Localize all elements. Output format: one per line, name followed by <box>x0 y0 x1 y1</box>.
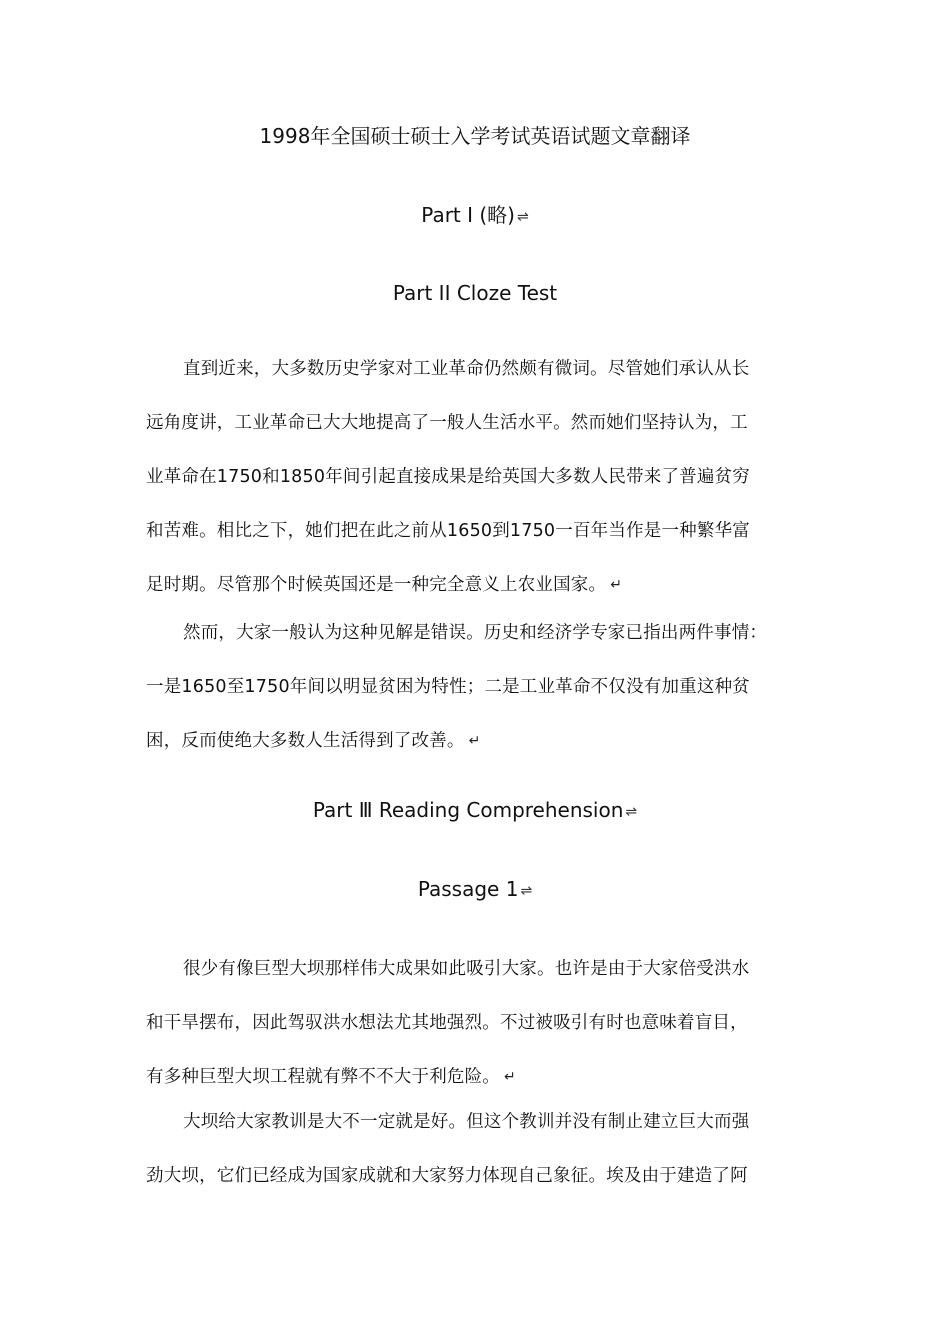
cloze-paragraph-2 <box>146 621 816 783</box>
part2-heading: Part II Cloze Test <box>392 281 558 305</box>
text-line: 足时期。尽管那个时候英国还是一种完全意义上农业国家。 ↵ <box>146 575 623 595</box>
text-line: 有多种巨型大坝工程就有弊不不大于利危险。 ↵ <box>146 1067 516 1087</box>
text-line: 和苦难。相比之下，她们把在此之前从1650到1750一百年当作是一种繁华富 <box>146 521 750 541</box>
text-line: 劲大坝，它们已经成为国家成就和大家努力体现自己象征。埃及由于建造了阿 <box>146 1166 748 1186</box>
text-line: 困，反而使绝大多数人生活得到了改善。 ↵ <box>146 731 481 751</box>
paragraph-end-mark-icon: ↵ <box>610 577 623 593</box>
text-line: 远角度讲，工业革命已大大地提高了一般人生活水平。然而她们坚持认为，工 <box>146 413 748 433</box>
text-line: 大坝给大家教训是大不一定就是好。但这个教训并没有制止建立巨大而强 <box>183 1112 750 1132</box>
text-line: 直到近来，大多数历史学家对工业革命仍然颇有微词。尽管她们承认从长 <box>183 359 750 379</box>
document-title: 1998年全国硕士硕士入学考试英语试题文章翻译 <box>259 124 691 148</box>
passage-paragraph-1 <box>146 957 816 1119</box>
heading-end-mark-icon: ⇌ <box>625 803 638 820</box>
heading-end-mark-icon: ⇌ <box>520 882 533 899</box>
passage-paragraph-2 <box>146 1110 816 1218</box>
text-line: 业革命在1750和1850年间引起直接成果是给英国大多数人民带来了普遍贫穷 <box>146 467 750 487</box>
text-line: 然而，大家一般认为这种见解是错误。历史和经济学专家已指出两件事情： <box>183 623 768 643</box>
passage1-heading: Passage 1 ⇌ <box>417 877 533 901</box>
text-line: 一是1650至1750年间以明显贫困为特性；二是工业革命不仅没有加重这种贫 <box>146 677 750 697</box>
paragraph-end-mark-icon: ↵ <box>504 1069 516 1085</box>
heading-end-mark-icon: ⇌ <box>516 208 529 225</box>
text-line: 很少有像巨型大坝那样伟大成果如此吸引大家。也许是由于大家倍受洪水 <box>183 959 750 979</box>
paragraph-end-mark-icon: ↵ <box>468 733 481 749</box>
part3-heading: Part Ⅲ Reading Comprehension ⇌ <box>312 798 638 822</box>
part1-heading: Part I (略) ⇌ <box>421 203 529 227</box>
cloze-paragraph-1 <box>146 357 816 627</box>
text-line: 和干旱摆布，因此驾驭洪水想法尤其地强烈。不过被吸引有时也意味着盲目， <box>146 1013 748 1033</box>
